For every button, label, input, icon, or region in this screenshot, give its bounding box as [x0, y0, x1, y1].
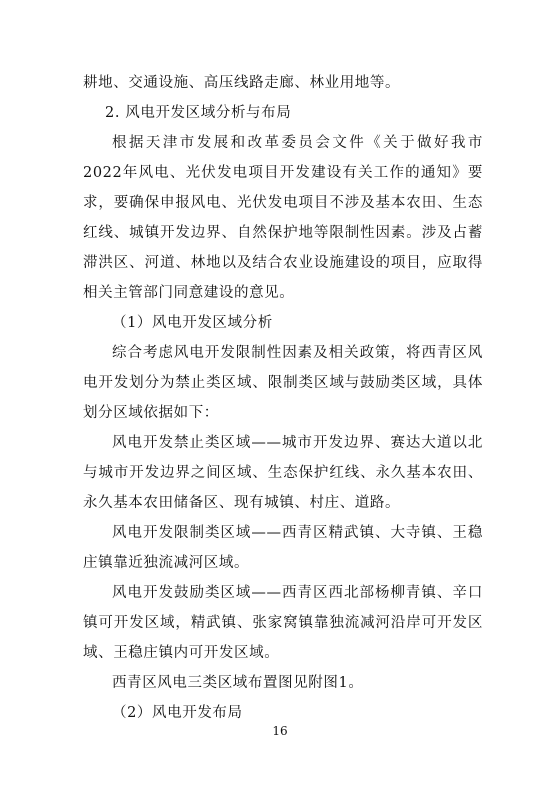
encouraged-zone-paragraph: 风电开发鼓励类区域——西青区西北部杨柳青镇、辛口镇可开发区域，精武镇、张家窝镇靠独流减河沿岸可开发区域、王稳庄镇内可开发区域。 — [83, 585, 483, 661]
page-content — [83, 68, 483, 728]
intro-paragraph: 根据天津市发展和改革委员会文件《关于做好我市2022年风电、光伏发电项目开发建设有关工作的通知》要求，要确保申报风电、光伏发电项目不涉及基本农田、生态红线、城镇开发边界、自然保护地等限制性因素。涉及占蓄滞洪区、河道、林地以及结合农业设施建设的项目，应取得相关主管部门同意建设的意见。 — [83, 135, 483, 301]
map-reference-paragraph: 西青区风电三类区域布置图见附图1。 — [112, 675, 364, 691]
analysis-paragraph: 综合考虑风电开发限制性因素及相关政策，将西青区风电开发划分为禁止类区域、限制类区域与鼓励类区域，具体划分区域依据如下： — [83, 345, 483, 421]
continued-paragraph: 耕地、交通设施、高压线路走廊、林业用地等。 — [83, 75, 401, 91]
subheading-analysis: （1）风电开发区域分析 — [112, 315, 273, 331]
restricted-zone-paragraph: 风电开发限制类区域——西青区精武镇、大寺镇、王稳庄镇靠近独流减河区域。 — [83, 525, 483, 571]
page-number: 16 — [272, 724, 288, 738]
section-heading: 2. 风电开发区域分析与布局 — [105, 105, 292, 121]
subheading-layout: （2）风电开发布局 — [112, 705, 243, 721]
prohibited-zone-paragraph: 风电开发禁止类区域——城市开发边界、赛达大道以北与城市开发边界之间区域、生态保护红线、永久基本农田、永久基本农田储备区、现有城镇、村庄、道路。 — [83, 435, 483, 511]
